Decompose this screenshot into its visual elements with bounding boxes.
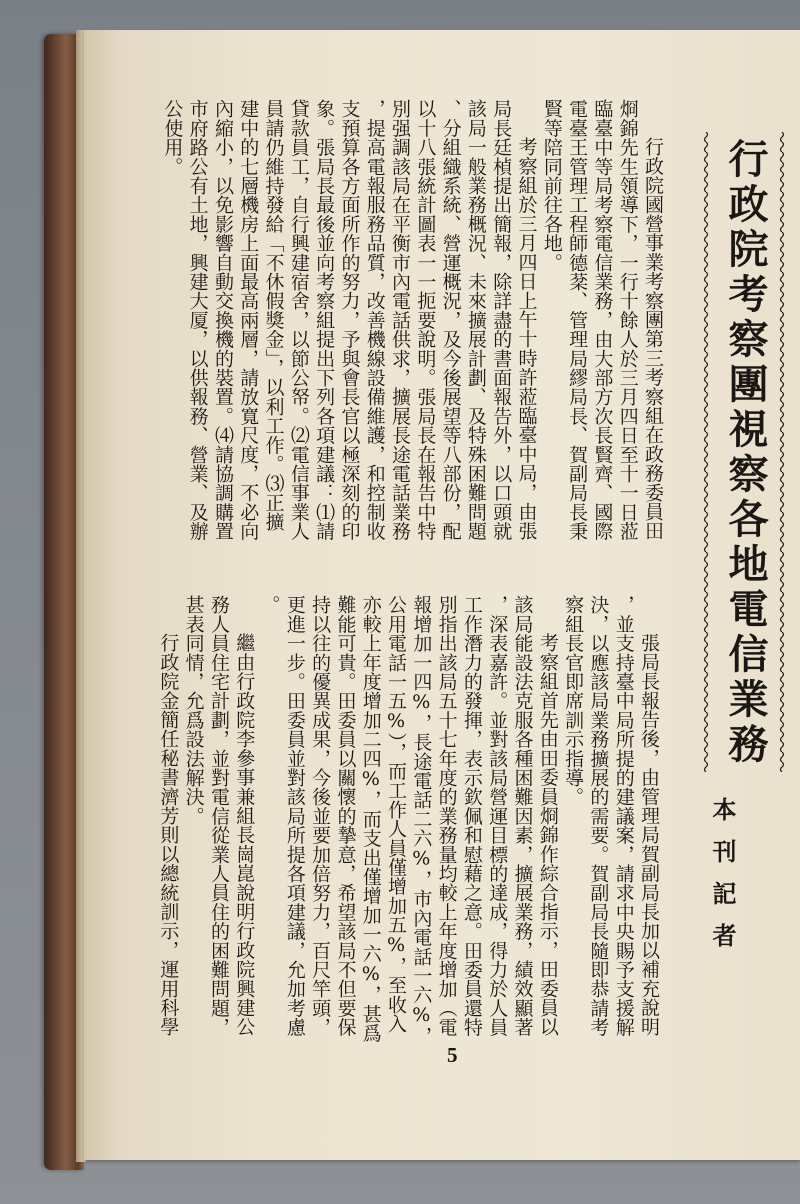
title-ornament-left — [702, 132, 710, 772]
text-line: 亦較上年度增加二四%，而支出僅增加一六%，甚爲 — [359, 595, 382, 1043]
text-line: 行政院國營事業考察團第三考察組在政務委員田 — [642, 137, 664, 541]
title-ornament-right — [778, 132, 786, 772]
paragraph — [539, 99, 665, 545]
article-body-lower — [155, 595, 661, 1046]
article-byline: 本刊記者 — [708, 797, 737, 965]
article-body-upper — [159, 99, 665, 545]
text-line: 行政院金簡任秘書濟芳則以總統訓示，運用科學 — [157, 633, 180, 1037]
text-line: 局長廷楨提出簡報，除詳盡的書面報告外，以口頭就 — [490, 99, 513, 541]
text-line: 察組長官即席訓示指導。 — [562, 595, 585, 807]
text-line: 該局能設法克服各種困難因素，擴展業務，績效顯著 — [511, 595, 534, 1037]
text-line: 考察組首先由田委員烱錦作綜合指示，田委員以 — [536, 633, 559, 1037]
text-line: ，並支持臺中局所提的建議案，請求中央賜予支援解 — [612, 595, 635, 1037]
text-line: 公用電話一五%），而工作人員僅增加五%，至收入 — [385, 595, 408, 1034]
article-title: 行政院考察團視察各地電信業務 — [722, 138, 769, 768]
text-line: ，深表嘉許。並對該局營運目標的達成，得力於人員 — [486, 595, 509, 1037]
text-line: 員請仍維持發給「不休假獎金」，以利工作。⑶正擴 — [262, 99, 285, 532]
text-line: 別强調該局在平衡市內電話供求，擴展長途電話業務 — [389, 99, 412, 541]
text-line: ，提高電報服務品質，改善機線設備維護，和控制收 — [363, 99, 386, 541]
text-line: 內縮小，以免影響自動交換機的裝置。⑷請協調購置 — [211, 99, 234, 541]
text-line: 決，以應該局業務擴展的需要。賀副局長隨即恭請考 — [587, 595, 610, 1037]
text-line: 象。張局長最後並向考察組提出下列各項建議：⑴請 — [313, 99, 336, 541]
text-line: 繼由行政院李參事兼組長崗崑說明行政院興建公 — [233, 633, 256, 1037]
paragraph — [256, 595, 560, 1046]
text-line: 公使用。 — [161, 99, 184, 176]
paragraph — [180, 595, 256, 1041]
text-line: 張局長報告後，由管理局賀副局長加以補充說明 — [638, 633, 660, 1037]
text-line: 賢等陪同前往各地。 — [540, 99, 563, 272]
text-line: 以十八張統計圖表一一扼要說明。張局長在報告中特 — [414, 99, 437, 541]
text-line: 臨臺中等局考察電信業務，由大部方次長賢齊、國際 — [591, 99, 614, 541]
text-line: 。 — [258, 595, 281, 615]
text-line: 考察組於三月四日上午十時許蒞臨臺中局，由張 — [515, 137, 538, 541]
text-line: 該局一般業務概況、未來擴展計劃、及特殊困難問題 — [464, 99, 487, 541]
text-line: 建中的七層機房上面最高兩層，請放寬尺度，不必向 — [237, 99, 260, 541]
text-line: 、分組織系統、營運概況，及今後展望等八部份，配 — [439, 99, 462, 541]
paragraph — [155, 595, 180, 1041]
text-line: 難能可貴。田委員以關懷的摯意，希望該局不但要保 — [334, 595, 357, 1037]
text-line: 甚表同情，允爲設法解決。 — [182, 595, 205, 826]
text-line: 報增加一四%，長途電話二六%，市內電話一六%， — [410, 595, 433, 1046]
text-line: 貸款員工，自行興建宿舍，以節公帑。⑵電信事業人 — [287, 99, 310, 541]
text-line: 持以往的優異成果，今後並要加倍努力，百尺竿頭， — [309, 595, 332, 1037]
text-line: 支預算各方面所作的努力，予與會長官以極深刻的印 — [338, 99, 361, 541]
text-line: 務人員住宅計劃，並對電信從業人員住的困難問題， — [207, 595, 230, 1037]
page-number: 5 — [447, 1043, 458, 1067]
text-line: 工作潛力的發揮，表示欽佩和慰藉之意。田委員還特 — [460, 595, 483, 1037]
paragraph — [560, 595, 661, 1041]
text-line: 更進一步。田委員並對該局所提各項建議，允加考慮 — [283, 595, 306, 1037]
text-line: 烱錦先生領導下，一行十餘人於三月四日至十一日蒞 — [616, 99, 639, 541]
text-line: 電臺王管理工程師德棻、管理局繆局長、賀副局長秉 — [566, 99, 589, 541]
paragraph — [159, 99, 538, 545]
text-line: 市府路公有土地，興建大厦，以供報務、營業、及辦 — [186, 99, 209, 541]
text-line: 別指出該局五十七年度的業務量均較上年度增加（電 — [435, 595, 458, 1037]
